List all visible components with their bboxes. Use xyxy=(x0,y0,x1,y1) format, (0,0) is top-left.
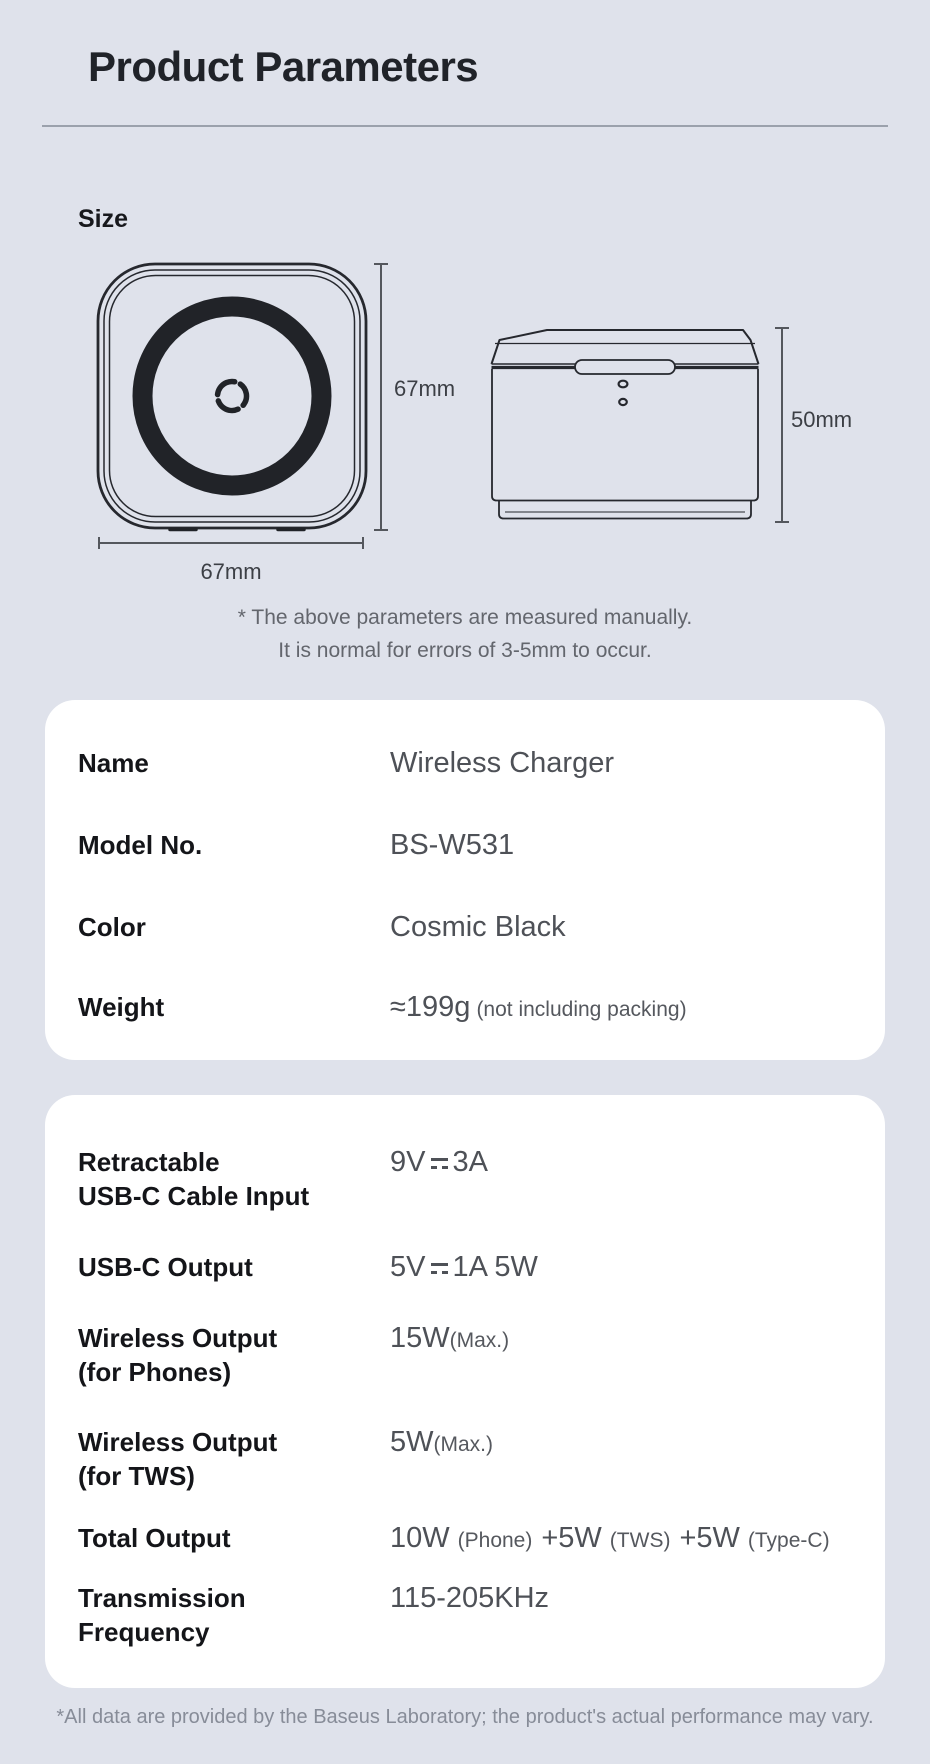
magnetic-ring-icon xyxy=(212,376,252,416)
row-value: 115-205KHz xyxy=(390,1582,550,1614)
dimension-line-front-width xyxy=(98,536,364,550)
value-note: (Max.) xyxy=(449,1329,510,1352)
measurement-note-line1: * The above parameters are measured manually. xyxy=(237,606,693,629)
disclaimer-text: *All data are provided by the Baseus Laboratory; the product's actual performance may vary. xyxy=(56,1706,874,1728)
row-value: ≈199g (not including packing) xyxy=(390,991,687,1023)
dimension-line-front-height xyxy=(374,263,388,531)
row-label: Wireless Output xyxy=(78,1427,278,1457)
row-label: Color xyxy=(78,912,146,942)
value-note: (Max.) xyxy=(433,1433,493,1456)
electrical-spec-card xyxy=(45,1095,885,1688)
row-value: 5W(Max.) xyxy=(390,1426,493,1458)
row-value: 10W (Phone) +5W (TWS) +5W (Type-C) xyxy=(390,1522,830,1554)
row-value: BS-W531 xyxy=(390,829,515,861)
cable-groove xyxy=(575,360,675,374)
row-label-line2: (for Phones) xyxy=(78,1357,232,1387)
row-label: Weight xyxy=(78,992,165,1022)
charging-coil-ring-icon xyxy=(143,307,322,486)
row-value: 15W(Max.) xyxy=(390,1322,510,1354)
front-height-label: 67mm xyxy=(394,376,456,401)
charger-base xyxy=(499,501,751,519)
row-value: Cosmic Black xyxy=(390,911,566,943)
row-label-line2: USB-C Cable Input xyxy=(78,1181,310,1211)
size-section-heading: Size xyxy=(78,205,129,233)
row-label-line2: Frequency xyxy=(78,1617,210,1647)
front-width-label: 67mm xyxy=(200,559,262,584)
row-label: Model No. xyxy=(78,830,203,860)
row-label: Total Output xyxy=(78,1523,231,1553)
product-info-card xyxy=(45,700,885,1060)
charger-top-view-drawing xyxy=(96,262,368,534)
row-label: Transmission xyxy=(78,1583,246,1613)
row-label: Retractable xyxy=(78,1147,220,1177)
measurement-note-line2: It is normal for errors of 3-5mm to occur. xyxy=(278,639,652,662)
dc-symbol-icon xyxy=(430,1157,449,1171)
row-value: 9V 3A xyxy=(390,1146,488,1178)
row-label: Wireless Output xyxy=(78,1323,278,1353)
dimension-line-side-height xyxy=(775,327,789,523)
led-indicator-icon xyxy=(619,399,627,405)
row-value: 5V 1A 5W xyxy=(390,1251,538,1283)
page-title: Product Parameters xyxy=(88,43,479,90)
row-label: Name xyxy=(78,748,149,778)
row-label-line2: (for TWS) xyxy=(78,1461,195,1491)
value-note: (not including packing) xyxy=(476,998,687,1021)
charger-side-view-drawing xyxy=(490,327,760,523)
dc-symbol-icon xyxy=(430,1262,449,1276)
row-label: USB-C Output xyxy=(78,1252,253,1282)
title-divider xyxy=(42,125,888,127)
measurement-note xyxy=(0,601,930,667)
row-value: Wireless Charger xyxy=(390,747,614,779)
side-height-label: 50mm xyxy=(791,407,853,432)
led-indicator-icon xyxy=(619,381,628,388)
